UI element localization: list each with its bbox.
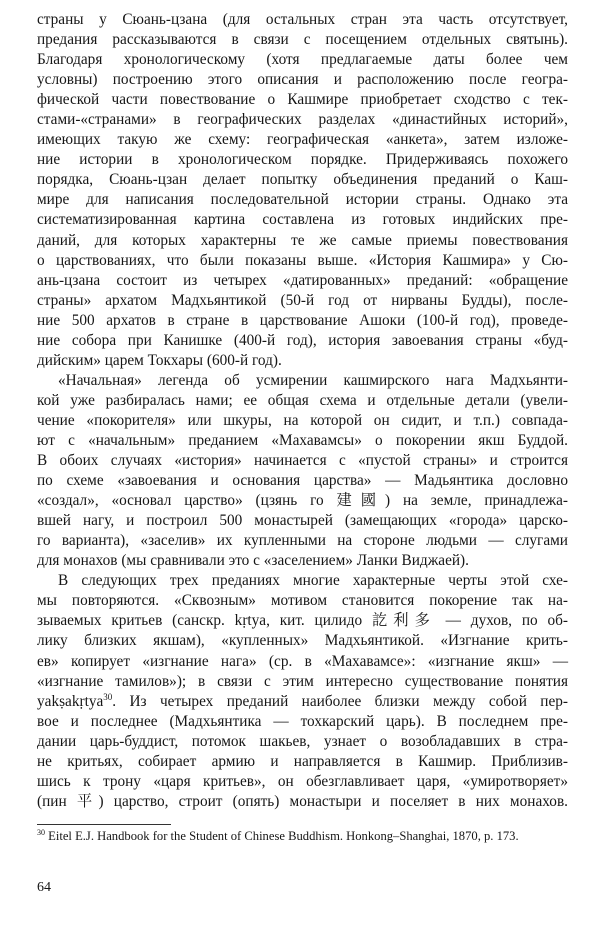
paragraph-2: [37, 371, 568, 571]
text-line: ние собора при Канишке (400-й год), история завоевания страны «буд-: [37, 331, 568, 349]
text-line: В следующих трех преданиях многие характерные черты этой схе-: [58, 572, 568, 590]
footnote: [37, 828, 568, 845]
text-line: Благодаря хронологическому (хотя предлагаемые даты более чем: [37, 51, 568, 69]
text-line: для монахов (мы сравнивали это с «заселением» Ланки Виджаей).: [37, 552, 469, 570]
text-line: не критьях, собирает армию и направляется в Кашмир. Приблизив-: [37, 752, 568, 770]
text-line: по схеме «завоевания и основания царства» — Мадьянтика дословно: [37, 472, 568, 490]
text-line: ев» копирует «изгнание нага» (ср. в «Махавамсе»: «изгнание якш» —: [37, 652, 568, 670]
text-line: мире для написания последовательной истории страны. Однако эта: [37, 191, 568, 209]
text-line: страны» архатом Мадхьянтикой (50-й год от нирваны Будды), после-: [37, 291, 568, 309]
page-number: 64: [37, 880, 51, 895]
text-line: стами-«странами» в географических разделах «династийных историй»,: [37, 111, 568, 129]
text-line: го варианта), «заселив» их купленными на стороне людьми — слугами: [37, 532, 568, 550]
text-line: «создал», «основал царство» (цзянь го 建國) на земле, принадлежа-: [37, 492, 568, 510]
text-line: (пин 平) царство, строит (опять) монастыри и поселяет в них монахов.: [37, 792, 568, 810]
footnote-reference[interactable]: 30: [103, 691, 113, 702]
paragraph-1: [37, 10, 568, 371]
footnote-text: Eitel E.J. Handbook for the Student of Chinese Buddhism. Honkong–Shanghai, 1870, p. 173.: [45, 829, 519, 843]
text-line: о царствованиях, что были показаны выше. «История Кашмира» у Сю-: [37, 251, 568, 269]
main-text: [37, 10, 568, 812]
line-text: . Из четырех преданий наиболее близки между собой пер-: [112, 692, 568, 710]
text-line: В обоих случаях «история» начинается с «пустой страны» и строится: [37, 452, 568, 470]
text-line: порядка, Сюань-цзан делает попытку объединения преданий о Каш-: [37, 171, 568, 189]
text-line: «изгнание тамилов»); в связи с этим интересно существование понятия: [37, 672, 568, 690]
footnote-number: 30: [37, 828, 45, 837]
text-line: кой уже разбиралась нами; ее общая схема и отдельные детали (увели-: [37, 391, 568, 409]
text-line: страны у Сюань-цзана (для остальных стран эта часть отсутствует,: [37, 11, 568, 28]
text-line: [37, 692, 568, 712]
text-line: ние истории в хронологическом порядке. Придерживаясь похожего: [37, 151, 568, 169]
text-line: ют с «начальным» преданием «Махавамсы» о покорении якш Буддой.: [37, 431, 568, 449]
text-line: чение «покорителя» или шкуры, на которой он сидит, и т.п.) совпада-: [37, 411, 568, 429]
term-text: yakṣakṛtya: [37, 692, 104, 710]
text-line: зываемых критьев (санскр. kṛtya, кит. цилидо 訖利多 — духов, по об-: [37, 612, 568, 630]
paragraph-3: [37, 571, 568, 812]
footnote-divider: [37, 824, 171, 825]
text-line: фической части повествование о Кашмире приобретает сходство с тек-: [37, 91, 568, 109]
text-line: имеющих такую же схему: географическая «анкета», затем изложе-: [37, 131, 568, 149]
text-line: мы повторяются. «Сквозным» мотивом становится покорение так на-: [37, 592, 568, 610]
text-line: условны) построению этого описания и расположению после геогра-: [37, 71, 568, 89]
text-line: ань-цзана состоит из четырех «датированных» преданий: «обращение: [37, 271, 568, 289]
text-line: «Начальная» легенда об усмирении кашмирского нага Мадхьянти-: [58, 371, 568, 389]
text-line: систематизированная картина составлена из готовых индийских пре-: [37, 211, 568, 229]
text-line: шись к трону «царя критьев», он обезглавливает царя, «умиротворяет»: [37, 772, 568, 790]
text-line: даний, для которых характерны те же самые приемы повествования: [37, 231, 568, 249]
text-line: дийским» царем Токхары (600-й год).: [37, 351, 282, 369]
text-line: ние 500 архатов в стране в царствование Ашоки (100-й год), проведе-: [37, 311, 568, 329]
text-line: вое и последнее (Мадхьянтика — тохкарский царь). В последнем пре-: [37, 712, 568, 730]
text-line: предания рассказываются в связи с посещением отдельных святынь).: [37, 31, 568, 49]
text-line: дании царь-буддист, потомок шакьев, узнает о возобладавших в стра-: [37, 732, 568, 750]
text-line: вшей нагу, и построил 500 монастырей (замещающих «города» царско-: [37, 512, 568, 530]
text-line: лику близких якшам), «купленных» Мадхьянтикой. «Изгнание крить-: [37, 632, 568, 650]
